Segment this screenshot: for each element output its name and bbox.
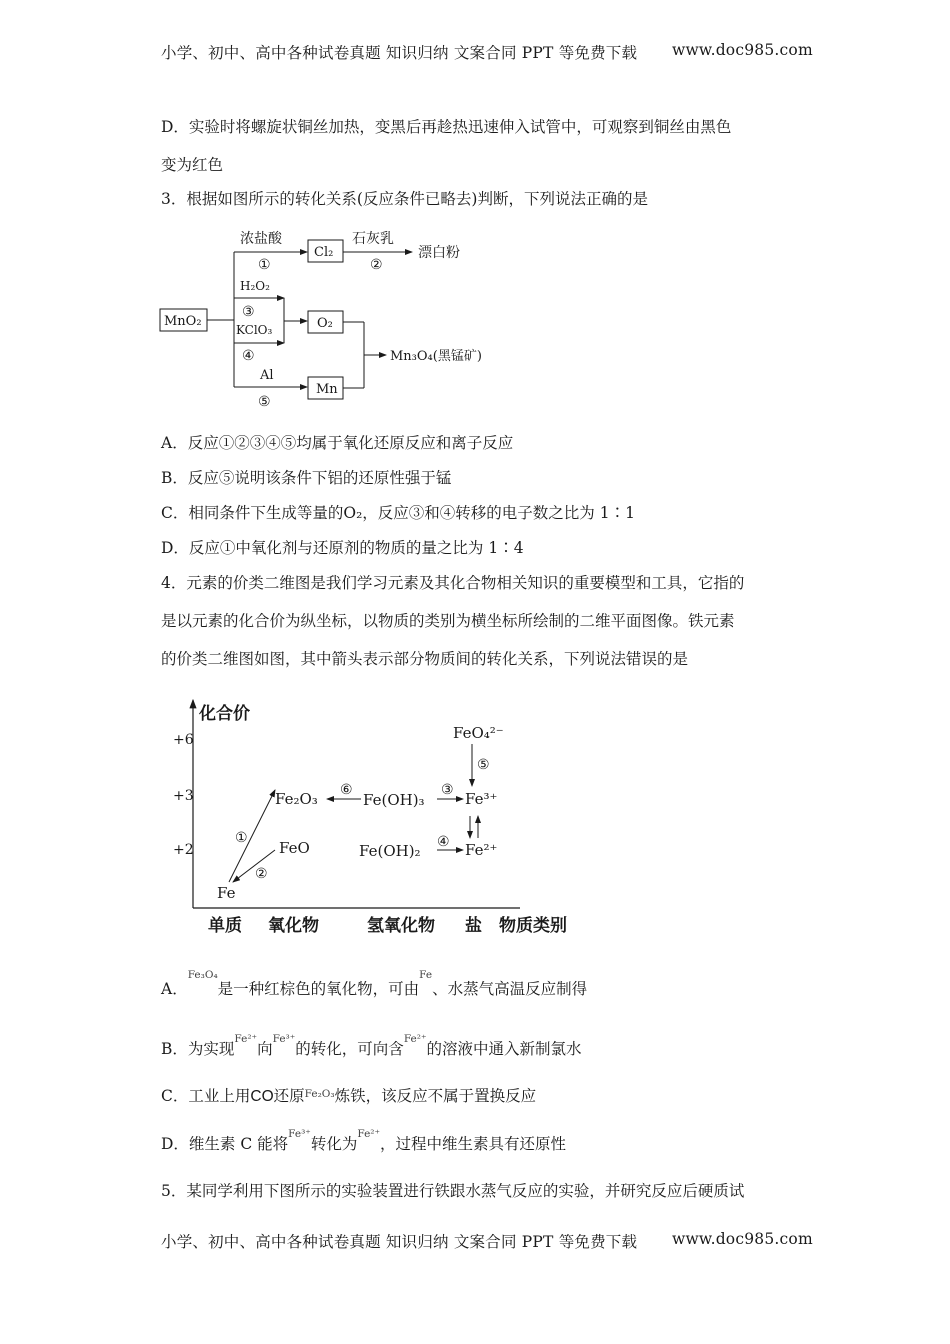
q2-option-d-line1: D．实验时将螺旋状铜丝加热，变黑后再趁热迅速伸入试管中，可观察到铜丝由黑色 — [161, 118, 732, 136]
step-3: ③ — [242, 304, 255, 320]
q4-option-b: B．为实现$^{Fe^{2+}}$向$^{Fe^{3+}}$的转化，可向含$^{Fe^{2+}}$的溶液中通入新制氯水 — [161, 1033, 582, 1058]
species-feo: FeO — [279, 839, 310, 857]
species-fe2: Fe²⁺ — [465, 841, 498, 859]
species-feoh2: Fe(OH)₂ — [359, 842, 421, 860]
step-4: ④ — [242, 348, 255, 364]
q5-stem: 5．某同学利用下图所示的实验装置进行铁跟水蒸气反应的实验，并研究反应后硬质试 — [161, 1182, 745, 1200]
q3-reaction-diagram — [150, 222, 510, 417]
bleach-label: 漂白粉 — [418, 245, 460, 261]
x-cat-hydroxide: 氢氧化物 — [367, 916, 435, 936]
species-feo4: FeO₄²⁻ — [453, 724, 504, 742]
page-footer-text: 小学、初中、高中各种试卷真题 知识归纳 文案合同 PPT 等免费下载 — [161, 1233, 638, 1251]
species-fe: Fe — [217, 884, 236, 902]
q4-stem-line3: 的价类二维图如图，其中箭头表示部分物质间的转化关系，下列说法错误的是 — [161, 650, 689, 668]
x-cat-oxide: 氧化物 — [268, 916, 319, 936]
species-feoh3: Fe(OH)₃ — [363, 791, 425, 809]
label-4: ④ — [437, 834, 450, 850]
q4-option-a: A．$^{Fe_3O_4}$是一种红棕色的氧化物，可由$^{Fe}$、水蒸气高温反应制得 — [161, 969, 588, 998]
x-cat-elemental: 单质 — [208, 916, 242, 936]
arrow-2-feo-to-fe — [233, 850, 275, 882]
x-cat-salt: 盐 — [465, 916, 482, 936]
q4-stem-line1: 4．元素的价类二维图是我们学习元素及其化合物相关知识的重要模型和工具，它指的 — [161, 574, 745, 592]
label-6: ⑥ — [340, 782, 353, 798]
q4-option-c: C．工业上用CO还原$^{Fe_2O_3}$炼铁，该反应不属于置换反应 — [161, 1087, 537, 1105]
y-tick-6: +6 — [173, 732, 194, 748]
q3-option-b: B．反应⑤说明该条件下铝的还原性强于锰 — [161, 469, 452, 487]
q4-stem-line2: 是以元素的化合价为纵坐标，以物质的类别为横坐标所绘制的二维平面图像。铁元素 — [161, 612, 735, 630]
q2-option-d-line2: 变为红色 — [161, 156, 224, 174]
label-2: ② — [255, 866, 268, 882]
reagent-1: 浓盐酸 — [240, 231, 282, 247]
q3-option-d: D．反应①中氧化剂与还原剂的物质的量之比为 1∶4 — [161, 539, 524, 557]
page-header-url[interactable]: www.doc985.com — [672, 41, 813, 59]
mn-label: Mn — [316, 382, 338, 397]
step-1: ① — [258, 257, 271, 273]
o2-label: O₂ — [317, 316, 333, 331]
label-3: ③ — [441, 782, 454, 798]
y-tick-2: +2 — [173, 842, 194, 858]
q3-option-a: A．反应①②③④⑤均属于氧化还原反应和离子反应 — [161, 434, 514, 452]
product-label: Mn₃O₄(黑锰矿) — [390, 349, 482, 364]
y-axis-label: 化合价 — [199, 704, 250, 724]
y-tick-3: +3 — [173, 788, 194, 804]
reagent-5: Al — [260, 368, 274, 383]
x-axis-label: 物质类别 — [499, 916, 567, 936]
q3-stem: 3．根据如图所示的转化关系(反应条件已略去)判断，下列说法正确的是 — [161, 190, 648, 208]
iron-valence-chart — [165, 692, 585, 942]
step-2: ② — [370, 257, 383, 273]
reagent-4: KClO₃ — [236, 323, 273, 337]
q4-option-d: D．维生素 C 能将$^{Fe^{3+}}$转化为$^{Fe^{2+}}$，过程中维生素具有还原性 — [161, 1128, 567, 1153]
q3-option-c: C．相同条件下生成等量的O₂，反应③和④转移的电子数之比为 1∶1 — [161, 504, 635, 522]
step-5: ⑤ — [258, 394, 271, 410]
reagent-2: 石灰乳 — [352, 231, 394, 247]
reagent-3: H₂O₂ — [240, 279, 270, 293]
page-header-text: 小学、初中、高中各种试卷真题 知识归纳 文案合同 PPT 等免费下载 — [161, 44, 638, 62]
species-fe3: Fe³⁺ — [465, 790, 498, 808]
mno2-label: MnO₂ — [164, 314, 202, 329]
label-5: ⑤ — [477, 757, 490, 773]
cl2-label: Cl₂ — [314, 245, 334, 260]
label-1: ① — [235, 830, 248, 846]
species-fe2o3: Fe₂O₃ — [275, 790, 318, 808]
page-footer-url[interactable]: www.doc985.com — [672, 1230, 813, 1248]
